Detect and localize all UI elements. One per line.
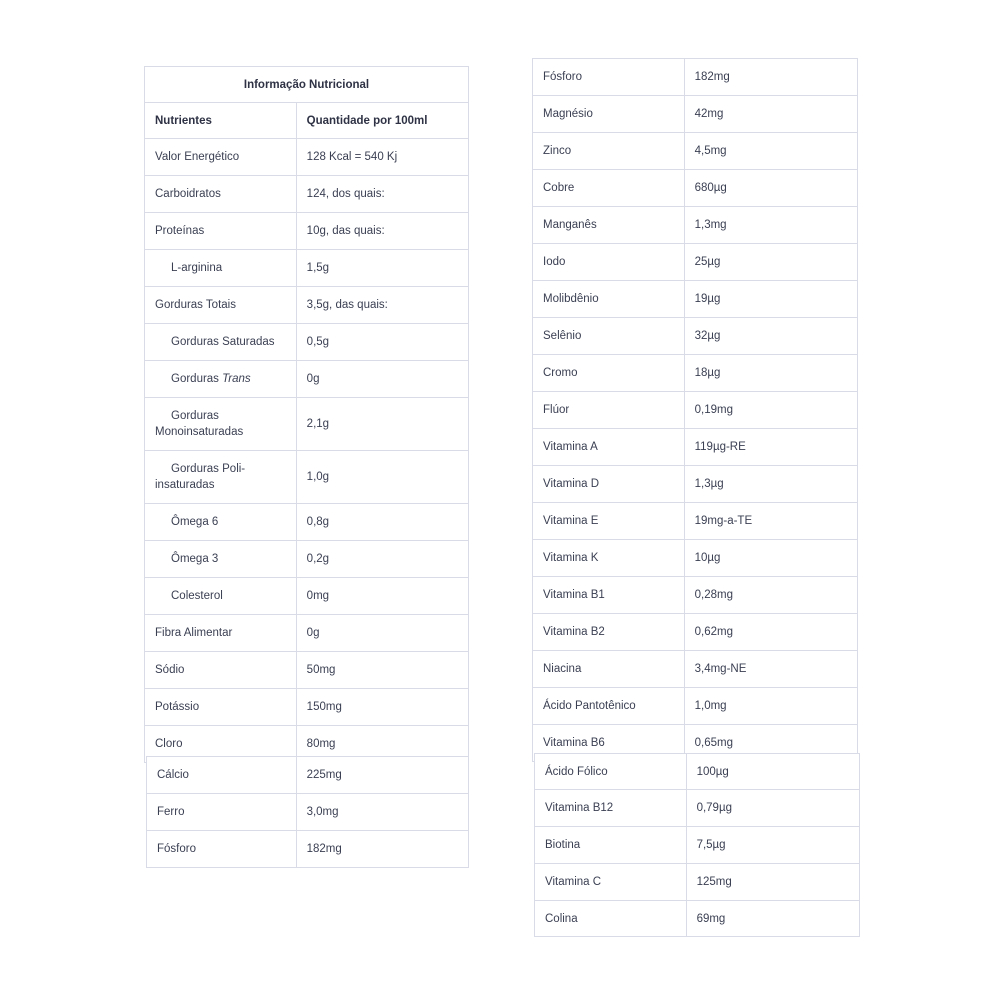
table-row [535,790,860,827]
nutrient-cell: Potássio [145,689,297,726]
table-row [533,651,858,688]
amount-cell: 0g [296,615,468,652]
nutrient-cell: Vitamina D [533,466,685,503]
amount-cell: 1,5g [296,250,468,287]
nutrient-cell: Vitamina B6 [533,725,685,762]
amount-cell: 0,62mg [684,614,857,651]
nutrient-cell [145,451,297,504]
amount-cell: 680µg [684,170,857,207]
table-row [533,318,858,355]
amount-cell: 0,2g [296,541,468,578]
table-row [533,466,858,503]
amount-cell: 100µg [686,754,859,790]
amount-cell: 1,0mg [684,688,857,725]
amount-cell: 225mg [296,757,468,794]
table-row [535,901,860,937]
table-row [533,355,858,392]
amount-cell: 119µg-RE [684,429,857,466]
amount-cell: 3,4mg-NE [684,651,857,688]
table-row [147,831,469,868]
amount-cell: 10g, das quais: [296,213,468,250]
table-row [533,392,858,429]
nutrient-cell: Gorduras Totais [145,287,297,324]
nutrient-cell: Ômega 6 [145,504,297,541]
nutrient-cell: Iodo [533,244,685,281]
amount-cell: 50mg [296,652,468,689]
nutrient-cell: Fósforo [147,831,297,868]
nutrient-cell: Magnésio [533,96,685,133]
table-row [533,59,858,96]
amount-cell: 3,0mg [296,794,468,831]
amount-cell: 124, dos quais: [296,176,468,213]
table-row [145,361,469,398]
table-row [533,170,858,207]
table-row [533,207,858,244]
amount-cell: 32µg [684,318,857,355]
nutrient-cell: Ômega 3 [145,541,297,578]
nutrient-cell: Colesterol [145,578,297,615]
nutrient-cell [145,398,297,451]
nutrient-cell: Zinco [533,133,685,170]
nutrition-table-right [532,58,858,762]
nutrient-cell: Fibra Alimentar [145,615,297,652]
table-row [145,398,469,451]
nutrient-cell: Vitamina A [533,429,685,466]
nutrient-cell: Niacina [533,651,685,688]
amount-cell: 10µg [684,540,857,577]
table-row [533,503,858,540]
table-row [533,281,858,318]
header-amount: Quantidade por 100ml [296,103,468,139]
amount-cell: 182mg [296,831,468,868]
nutrition-table-left-continued [146,756,469,868]
nutrient-prefix: Gorduras [171,373,223,385]
amount-cell: 0,19mg [684,392,857,429]
table-row [145,287,469,324]
nutrient-cell: Cobre [533,170,685,207]
nutrient-cell: Manganês [533,207,685,244]
table-row [145,504,469,541]
amount-cell: 2,1g [296,398,468,451]
nutrient-line2: insaturadas [155,479,215,491]
table-row [145,139,469,176]
amount-cell: 80mg [296,726,468,763]
nutrient-cell: Gorduras Saturadas [145,324,297,361]
nutrient-cell: Ácido Pantotênico [533,688,685,725]
table-row [535,864,860,901]
table-title-row [145,67,469,103]
nutrient-cell: Proteínas [145,213,297,250]
nutrient-cell: Carboidratos [145,176,297,213]
amount-cell: 25µg [684,244,857,281]
table-row [533,688,858,725]
nutrient-italic: Trans [222,373,251,385]
table-row [533,614,858,651]
table-row [145,615,469,652]
amount-cell: 182mg [684,59,857,96]
amount-cell: 0g [296,361,468,398]
nutrient-line2: Monoinsaturadas [155,426,244,438]
amount-cell: 4,5mg [684,133,857,170]
nutrient-cell: Vitamina B12 [535,790,687,827]
table-row [533,429,858,466]
nutrient-cell: Colina [535,901,687,937]
table-row [145,176,469,213]
amount-cell: 0mg [296,578,468,615]
table-row [145,250,469,287]
table-title: Informação Nutricional [145,67,469,103]
amount-cell: 0,5g [296,324,468,361]
nutrient-cell [145,361,297,398]
nutrient-line1: Gorduras Poli- [171,463,246,475]
nutrient-cell: Biotina [535,827,687,864]
table-row [533,577,858,614]
nutrient-cell: Molibdênio [533,281,685,318]
nutrient-cell: Ferro [147,794,297,831]
table-row [145,652,469,689]
table-row [533,244,858,281]
table-row [533,133,858,170]
amount-cell: 0,8g [296,504,468,541]
amount-cell: 150mg [296,689,468,726]
table-row [147,794,469,831]
nutrient-cell: Valor Energético [145,139,297,176]
table-row [533,540,858,577]
nutrient-cell: Cromo [533,355,685,392]
nutrient-cell: L-arginina [145,250,297,287]
nutrient-line1: Gorduras [171,410,219,422]
nutrient-cell: Vitamina B2 [533,614,685,651]
amount-cell: 1,3mg [684,207,857,244]
amount-cell: 125mg [686,864,859,901]
amount-cell: 3,5g, das quais: [296,287,468,324]
table-row [535,754,860,790]
nutrient-cell: Ácido Fólico [535,754,687,790]
amount-cell: 18µg [684,355,857,392]
amount-cell: 0,65mg [684,725,857,762]
table-row [145,451,469,504]
nutrient-cell: Selênio [533,318,685,355]
table-row [147,757,469,794]
table-row [145,541,469,578]
nutrient-cell: Vitamina E [533,503,685,540]
nutrient-cell: Cálcio [147,757,297,794]
table-row [533,96,858,133]
amount-cell: 69mg [686,901,859,937]
amount-cell: 7,5µg [686,827,859,864]
table-row [145,578,469,615]
nutrient-cell: Sódio [145,652,297,689]
table-row [145,689,469,726]
nutrition-table-right-continued [534,753,860,937]
nutrition-table-left [144,66,469,763]
table-row [145,213,469,250]
amount-cell: 128 Kcal = 540 Kj [296,139,468,176]
amount-cell: 1,0g [296,451,468,504]
nutrient-cell: Vitamina B1 [533,577,685,614]
table-header-row [145,103,469,139]
nutrient-cell: Fósforo [533,59,685,96]
nutrient-cell: Vitamina C [535,864,687,901]
nutrient-cell: Flúor [533,392,685,429]
table-row [535,827,860,864]
table-row [145,324,469,361]
amount-cell: 19µg [684,281,857,318]
nutrient-cell: Vitamina K [533,540,685,577]
nutrient-cell: Cloro [145,726,297,763]
amount-cell: 0,28mg [684,577,857,614]
header-nutrient: Nutrientes [145,103,297,139]
amount-cell: 19mg-a-TE [684,503,857,540]
amount-cell: 1,3µg [684,466,857,503]
amount-cell: 0,79µg [686,790,859,827]
amount-cell: 42mg [684,96,857,133]
